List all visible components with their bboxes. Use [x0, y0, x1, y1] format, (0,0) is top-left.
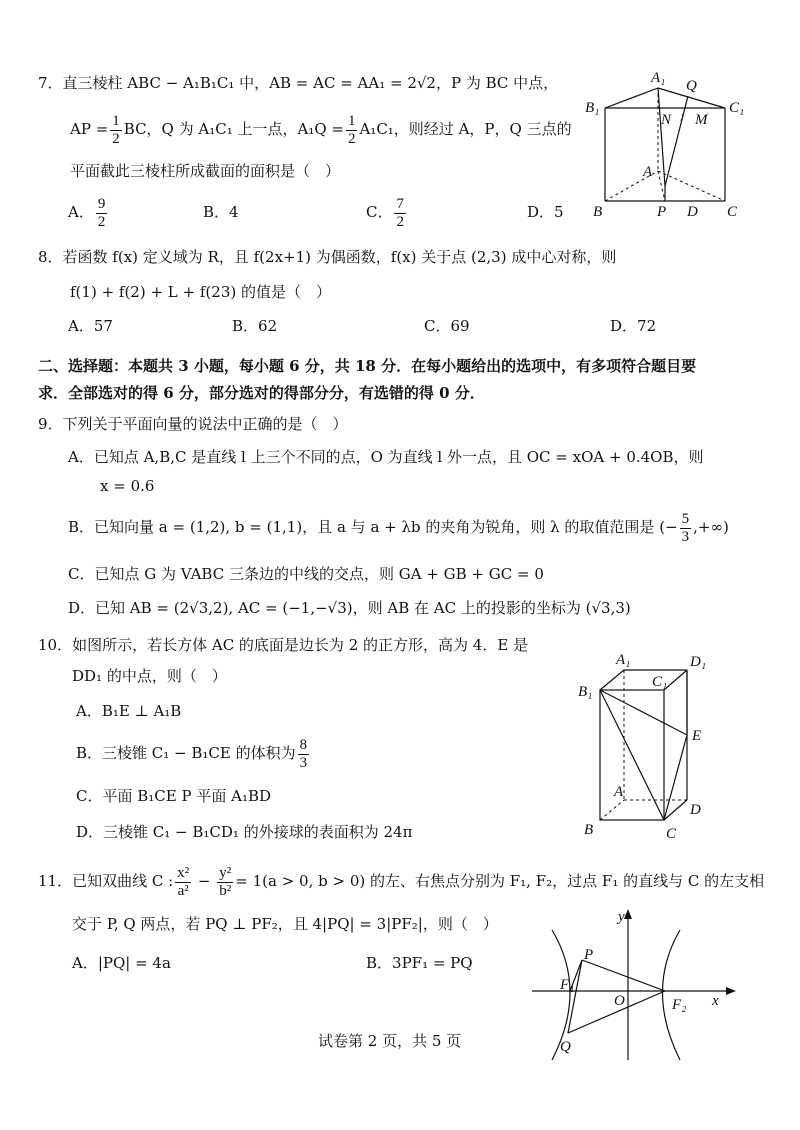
label-F2: F₂: [672, 997, 687, 1013]
q8-option-b[interactable]: B．62: [232, 317, 278, 335]
q7-option-b[interactable]: B．4: [203, 203, 239, 221]
q7-text: BC，Q 为 A₁C₁ 上一点，A₁Q =: [123, 120, 344, 138]
q9-option-b[interactable]: B．已知向量 a = (1,2), b = (1,1)，且 a 与 a + λb 的夹角为锐角，则 λ 的取值范围是 (− $\frac{5}{3}$ ,+∞): [68, 510, 729, 545]
q10-cuboid-figure: [572, 648, 722, 848]
q9-stem: 9．下列关于平面向量的说法中正确的是（ ）: [38, 415, 348, 433]
q8-option-c[interactable]: C．69: [424, 317, 470, 335]
label-Q: Q: [560, 1039, 571, 1055]
fraction: $\frac{1}{2}$: [112, 112, 120, 147]
label-Q: Q: [686, 78, 697, 94]
q10-line2: DD₁ 的中点，则（ ）: [72, 667, 227, 685]
q7-text: AP =: [70, 120, 109, 138]
label-C1: C₁: [729, 100, 745, 116]
q7-option-c[interactable]: C． $\frac{7}{2}$: [366, 195, 404, 230]
q10-option-a[interactable]: A．B₁E ⊥ A₁B: [76, 702, 182, 720]
q7-line1: 7．直三棱柱 ABC − A₁B₁C₁ 中，AB = AC = AA₁ = 2√2，P 为 BC 中点，: [38, 74, 559, 92]
q8-option-d[interactable]: D．72: [610, 317, 657, 335]
label-B1: B₁: [585, 100, 600, 116]
label-A: A: [643, 164, 653, 180]
q8-option-a[interactable]: A．57: [68, 317, 113, 335]
q7-line3: 平面截此三棱柱所成截面的面积是（ ）: [70, 162, 341, 180]
q9-option-c[interactable]: C．已知点 G 为 VABC 三条边的中线的交点，则 GA + GB + GC = 0: [68, 565, 544, 583]
q7-option-a[interactable]: A． $\frac{9}{2}$: [68, 195, 106, 230]
label-M: M: [695, 112, 708, 128]
label-D: D: [690, 802, 701, 818]
q8-line1: 8．若函数 f(x) 定义域为 R，且 f(2x+1) 为偶函数，f(x) 关于点 (2,3) 成中心对称，则: [38, 248, 617, 266]
label-C: C: [666, 826, 677, 842]
q8-line2: f(1) + f(2) + L + f(23) 的值是（ ）: [70, 283, 331, 301]
label-E: E: [692, 728, 702, 744]
q7-option-d[interactable]: D．5: [527, 203, 564, 221]
fraction: $\frac{1}{2}$: [347, 112, 356, 147]
label-B: B: [584, 822, 594, 838]
section-heading-line1: 二、选择题：本题共 3 小题，每小题 6 分，共 18 分．在每小题给出的选项中，有多项符合题目要: [38, 357, 697, 375]
q11-hyperbola-figure: [530, 905, 740, 1065]
label-A1: A₁: [651, 70, 666, 86]
page-footer: 试卷第 2 页，共 5 页: [318, 1032, 462, 1050]
q9-option-a-cont: x = 0.6: [100, 477, 155, 495]
label-D: D: [687, 204, 698, 220]
q11-option-b[interactable]: B．3PF₁ = PQ: [366, 954, 473, 972]
q10-option-b[interactable]: B．三棱锥 C₁ − B₁CE 的体积为 $\frac{8}{3}$: [76, 736, 308, 771]
q7-line2: [70, 112, 572, 148]
q10-option-d[interactable]: D．三棱锥 C₁ − B₁CD₁ 的外接球的表面积为 24π: [76, 823, 413, 841]
q10-line1: 10．如图所示，若长方体 AC 的底面是边长为 2 的正方形，高为 4．E 是: [38, 636, 529, 654]
label-D1: D₁: [690, 654, 707, 670]
label-A: A: [614, 784, 624, 800]
q11-option-a[interactable]: A．|PQ| = 4a: [72, 954, 171, 972]
label-x: x: [712, 993, 719, 1009]
q11-line1: 11．已知双曲线 C : $\frac{\text{x²}}{\text{a²}}$ − $\frac{\text{y²}}{\text{b²}}$ = 1(a > 0, b > 0) 的左、右焦点分别为 F₁, F₂，过点 F₁ 的直线与 C 的左支相: [38, 864, 765, 899]
label-O: O: [614, 993, 625, 1009]
q7-prism-figure: [585, 66, 755, 226]
section-heading-line2: 求．全部选对的得 6 分，部分选对的得部分分，有选错的得 0 分．: [38, 384, 485, 402]
label-C1: C₁: [652, 674, 668, 690]
q9-option-a[interactable]: A．已知点 A,B,C 是直线 l 上三个不同的点，O 为直线 l 外一点，且 OC = xOA + 0.4OB，则: [68, 448, 704, 466]
q11-line2: 交于 P, Q 两点，若 PQ ⊥ PF₂，且 4|PQ| = 3|PF₂|，则（ ）: [72, 915, 498, 933]
label-N: N: [661, 112, 672, 128]
q9-option-d[interactable]: D．已知 AB = (2√3,2), AC = (−1,−√3)，则 AB 在 AC 上的投影的坐标为 (√3,3): [68, 599, 631, 617]
label-P: P: [584, 947, 594, 963]
label-B: B: [593, 204, 603, 220]
label-y: y: [618, 909, 625, 925]
label-B1: B₁: [578, 684, 593, 700]
label-P: P: [657, 204, 667, 220]
label-F1: F₁: [560, 977, 575, 993]
q10-option-c[interactable]: C．平面 B₁CE P 平面 A₁BD: [76, 787, 272, 805]
label-C: C: [727, 204, 738, 220]
label-A1: A₁: [616, 652, 631, 668]
q7-text: A₁C₁，则经过 A，P，Q 三点的: [359, 120, 572, 138]
